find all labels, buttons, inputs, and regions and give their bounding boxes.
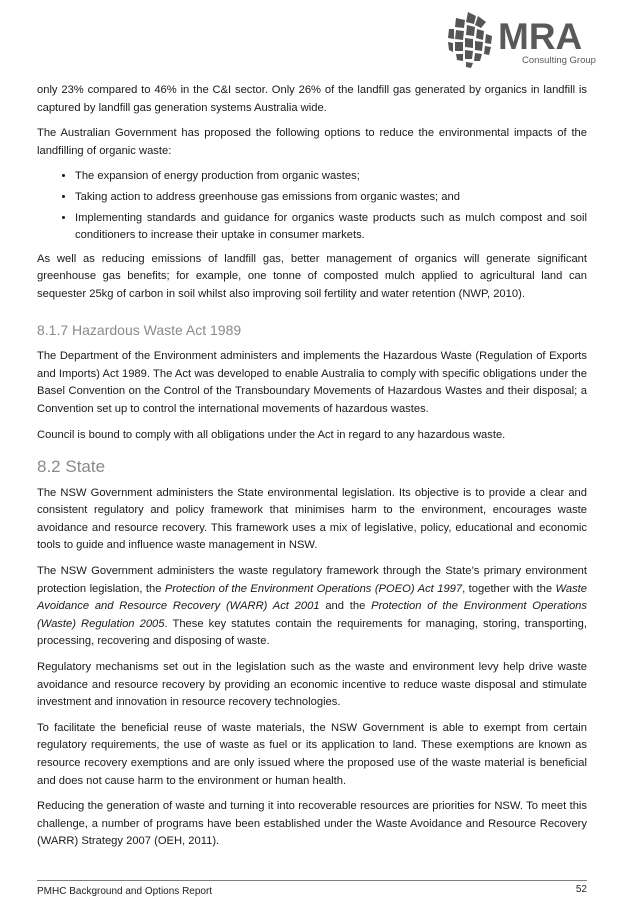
options-list xyxy=(37,168,587,244)
logo-text: MRA xyxy=(498,16,583,57)
paragraph-8: Regulatory mechanisms set out in the legislation such as the waste and environment levy help drive waste avoidance and resource recovery by providing an economic incentive to reduce waste disposal and stimulate investment and innovation in resource recovery technologies. xyxy=(37,661,587,709)
paragraph-2: The Australian Government has proposed the following options to reduce the environmental impacts of the landfilling of organic waste: xyxy=(37,127,587,157)
regulation-title: Protection of the Environment Operations (Waste) Regulation 2005 xyxy=(37,600,587,630)
footer-divider xyxy=(37,880,587,881)
footer-report-title: PMHC Background and Options Report xyxy=(37,886,213,897)
logo-subtitle: Consulting Group xyxy=(522,55,596,66)
paragraph-6: The NSW Government administers the State environmental legislation. Its objective is to provide a clear and consistent regulatory and policy framework that minimises harm to the environment, encourages waste avoidance and resource recovery. This framework uses a mix of legislative, policy, educational and economic tools to guide and influence waste management in NSW. xyxy=(37,486,587,552)
section-heading-8-1-7: 8.1.7 Hazardous Waste Act 1989 xyxy=(37,321,242,338)
act-title-warr: Waste Avoidance and Resource Recovery (WARR) Act 2001 xyxy=(37,582,587,613)
paragraph-7 xyxy=(37,563,587,651)
logo-mark-icon xyxy=(446,10,496,70)
text-run: and the xyxy=(319,600,372,613)
list-item: • Taking action to address greenhouse gas emissions from organic wastes; and xyxy=(75,189,587,207)
paragraph-1: only 23% compared to 46% in the C&I sector. Only 26% of the landfill gas generated by organics in landfill is captured by landfill gas generation systems Australia wide. xyxy=(37,84,587,114)
paragraph-4: The Department of the Environment administers and implements the Hazardous Waste (Regulation of Exports and Imports) Act 1989. The Act was developed to enable Australia to comply with specific obligations under the Basel Convention on the Control of the Transboundary Movements of Hazardous Wastes and their disposal; a Convention set up to control the international movements of hazardous wastes. xyxy=(37,350,587,415)
paragraph-10: Reducing the generation of waste and turning it into recoverable resources are priorities for NSW. To meet this challenge, a number of programs have been established under the Waste Avoidance and Resource Recovery (WARR) Strategy 2007 (OEH, 2011). xyxy=(37,800,587,848)
section-heading-8-2: 8.2 State xyxy=(37,457,106,477)
paragraph-5: Council is bound to comply with all obligations under the Act in regard to any hazardous waste. xyxy=(37,428,506,441)
list-item: • The expansion of energy production from organic wastes; xyxy=(75,168,587,186)
mra-logo xyxy=(436,8,606,74)
text-run: The NSW Government administers the waste regulatory framework through the State’s primary environment protection legislation, the xyxy=(37,565,587,595)
paragraph-9: To facilitate the beneficial reuse of waste materials, the NSW Government is able to exempt from certain regulatory requirements, the use of waste as fuel or its application to land. These exemptions are known as resource recovery exemptions and are only issued where the proposed use of the waste material is beneficial and does not cause harm to the environment or human health. xyxy=(37,721,587,787)
act-title-poeo: Protection of the Environment Operations (POEO) Act 1997 xyxy=(164,582,463,595)
page-number: 52 xyxy=(575,884,587,895)
document-body xyxy=(37,82,587,859)
text-run: , together with the xyxy=(462,582,556,595)
text-run: . These key statutes contain the requirements for managing, storing, transporting, processing, recovering and disposing of waste. xyxy=(37,617,587,648)
list-item: • Implementing standards and guidance for organics waste products such as mulch compost and soil conditioners to increase their uptake in consumer markets. xyxy=(75,210,587,245)
paragraph-3: As well as reducing emissions of landfill gas, better management of organics will generate significant greenhouse gas benefits; for example, one tonne of composted mulch applied to agricultural land can sequester 25kg of carbon in soil whilst also improving soil fertility and water retention (NWP, 2010). xyxy=(37,252,587,300)
